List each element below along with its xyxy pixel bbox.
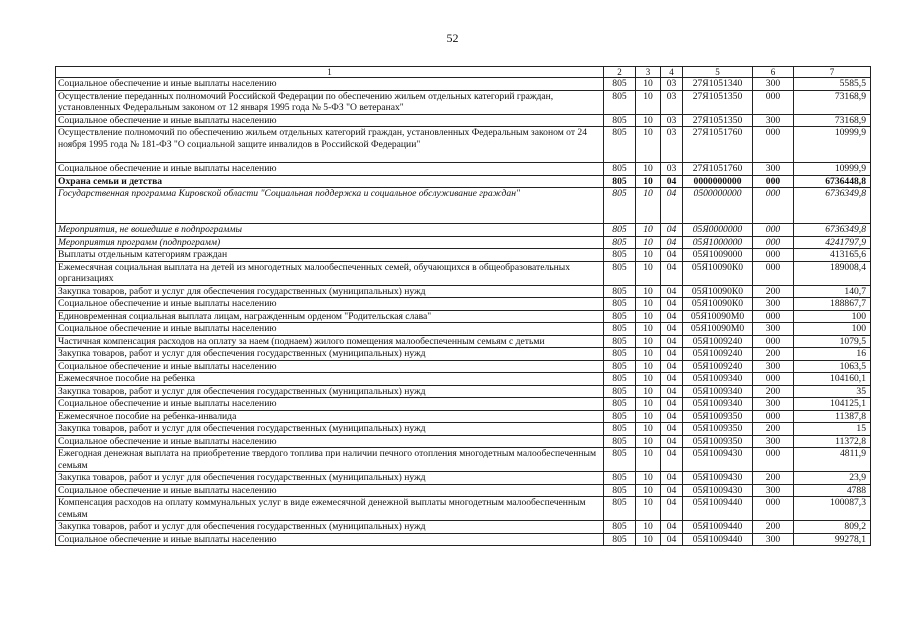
row-subsection: 03 [661,78,683,91]
row-expense-type: 300 [753,360,794,373]
row-section: 10 [636,423,661,436]
row-expense-type: 200 [753,348,794,361]
row-code-admin: 805 [604,335,636,348]
row-code-admin: 805 [604,348,636,361]
row-code-admin: 805 [604,497,636,521]
row-code-admin: 805 [604,236,636,249]
row-expense-type: 000 [753,175,794,188]
row-name: Мероприятия программ (подпрограмм) [56,236,604,249]
row-expense-type: 000 [753,249,794,262]
table-row [56,249,871,262]
row-amount: 1079,5 [794,335,871,348]
table-row [56,188,871,224]
row-amount: 10999,9 [794,127,871,163]
row-name: Закупка товаров, работ и услуг для обеспечения государственных (муниципальных) нужд [56,472,604,485]
row-amount: 99278,1 [794,533,871,546]
row-code-admin: 805 [604,423,636,436]
table-row [56,472,871,485]
row-target-article: 27Я1051350 [683,90,753,114]
row-section: 10 [636,335,661,348]
row-section: 10 [636,373,661,386]
row-name: Закупка товаров, работ и услуг для обеспечения государственных (муниципальных) нужд [56,521,604,534]
row-subsection: 04 [661,398,683,411]
row-expense-type: 200 [753,385,794,398]
row-code-admin: 805 [604,249,636,262]
row-code-admin: 805 [604,385,636,398]
row-subsection: 04 [661,348,683,361]
table-body [56,67,871,546]
row-target-article: 05Я1009430 [683,484,753,497]
row-expense-type: 300 [753,323,794,336]
table-row [56,533,871,546]
row-target-article: 05Я1009240 [683,348,753,361]
table-row [56,310,871,323]
row-name: Социальное обеспечение и иные выплаты населению [56,484,604,497]
row-expense-type: 300 [753,398,794,411]
row-amount: 73168,9 [794,114,871,127]
row-expense-type: 000 [753,410,794,423]
row-amount: 10999,9 [794,163,871,176]
row-section: 10 [636,249,661,262]
row-target-article: 27Я1051350 [683,114,753,127]
row-section: 10 [636,398,661,411]
row-name: Закупка товаров, работ и услуг для обеспечения государственных (муниципальных) нужд [56,423,604,436]
row-subsection: 04 [661,497,683,521]
table-row [56,360,871,373]
row-section: 10 [636,484,661,497]
row-expense-type: 300 [753,78,794,91]
row-name: Социальное обеспечение и иные выплаты населению [56,163,604,176]
row-amount: 6736349,8 [794,188,871,224]
row-target-article: 05Я1000000 [683,236,753,249]
row-section: 10 [636,285,661,298]
table-row [56,398,871,411]
row-name: Социальное обеспечение и иные выплаты населению [56,533,604,546]
row-subsection: 04 [661,298,683,311]
row-name: Ежегодная денежная выплата на приобретение твердого топлива при наличии печного отопления многодетным малообеспеченным семьям [56,448,604,472]
row-section: 10 [636,90,661,114]
row-subsection: 04 [661,472,683,485]
row-code-admin: 805 [604,398,636,411]
row-section: 10 [636,521,661,534]
row-section: 10 [636,448,661,472]
row-expense-type: 200 [753,285,794,298]
row-name: Компенсация расходов на оплату коммунальных услуг в виде ежемесячной денежной выплаты многодетным малообеспеченным семьям [56,497,604,521]
row-subsection: 04 [661,410,683,423]
row-name: Охрана семьи и детства [56,175,604,188]
budget-table [55,66,871,546]
row-expense-type: 300 [753,484,794,497]
row-section: 10 [636,497,661,521]
row-amount: 4811,9 [794,448,871,472]
row-section: 10 [636,236,661,249]
row-amount: 189008,4 [794,261,871,285]
table-row [56,335,871,348]
table-row [56,127,871,163]
row-expense-type: 000 [753,448,794,472]
row-amount: 188867,7 [794,298,871,311]
row-code-admin: 805 [604,175,636,188]
row-target-article: 05Я1009440 [683,533,753,546]
row-name: Осуществление переданных полномочий Российской Федерации по обеспечению жильем отдельных категорий граждан, установленных Федеральным законом от 12 января 1995 года № 5-ФЗ "О ветеранах" [56,90,604,114]
table-row [56,163,871,176]
row-code-admin: 805 [604,114,636,127]
row-subsection: 04 [661,533,683,546]
row-code-admin: 805 [604,373,636,386]
row-code-admin: 805 [604,163,636,176]
table-row [56,298,871,311]
row-amount: 140,7 [794,285,871,298]
row-subsection: 04 [661,360,683,373]
row-name: Социальное обеспечение и иные выплаты населению [56,78,604,91]
row-subsection: 04 [661,224,683,237]
row-section: 10 [636,410,661,423]
row-target-article: 05Я1009350 [683,423,753,436]
row-subsection: 04 [661,236,683,249]
row-amount: 1063,5 [794,360,871,373]
table-row [56,78,871,91]
header-col-3: 3 [636,67,661,78]
row-amount: 11387,8 [794,410,871,423]
row-code-admin: 805 [604,78,636,91]
row-target-article: 05Я1009340 [683,373,753,386]
header-col-2: 2 [604,67,636,78]
row-name: Ежемесячное пособие на ребенка [56,373,604,386]
table-row [56,175,871,188]
row-expense-type: 000 [753,90,794,114]
row-target-article: 0000000000 [683,175,753,188]
row-name: Социальное обеспечение и иные выплаты населению [56,398,604,411]
row-amount: 15 [794,423,871,436]
table-row [56,224,871,237]
row-subsection: 04 [661,435,683,448]
row-section: 10 [636,175,661,188]
row-target-article: 05Я10090К0 [683,261,753,285]
row-target-article: 05Я10090М0 [683,323,753,336]
header-col-5: 5 [683,67,753,78]
row-section: 10 [636,323,661,336]
header-col-1: 1 [56,67,604,78]
row-expense-type: 000 [753,127,794,163]
row-amount: 4788 [794,484,871,497]
row-subsection: 04 [661,310,683,323]
row-code-admin: 805 [604,298,636,311]
row-expense-type: 000 [753,497,794,521]
row-target-article: 27Я1051760 [683,127,753,163]
row-code-admin: 805 [604,127,636,163]
row-expense-type: 300 [753,163,794,176]
row-code-admin: 805 [604,472,636,485]
row-section: 10 [636,360,661,373]
row-section: 10 [636,310,661,323]
row-section: 10 [636,127,661,163]
page-number: 52 [446,31,459,45]
row-amount: 16 [794,348,871,361]
row-name: Социальное обеспечение и иные выплаты населению [56,114,604,127]
row-amount: 11372,8 [794,435,871,448]
row-section: 10 [636,188,661,224]
row-target-article: 27Я1051760 [683,163,753,176]
row-amount: 23,9 [794,472,871,485]
row-name: Социальное обеспечение и иные выплаты населению [56,298,604,311]
row-code-admin: 805 [604,310,636,323]
row-target-article: 05Я1009340 [683,385,753,398]
row-name: Осуществление полномочий по обеспечению жильем отдельных категорий граждан, установленных Федеральным законом от 24 ноября 1995 года № 181-ФЗ "О социальной защите инвалидов в Российской Федерации" [56,127,604,163]
row-subsection: 04 [661,249,683,262]
table-row [56,373,871,386]
table-row [56,521,871,534]
row-target-article: 05Я1009240 [683,335,753,348]
table-row [56,448,871,472]
row-subsection: 03 [661,163,683,176]
row-expense-type: 000 [753,188,794,224]
row-name: Выплаты отдельным категориям граждан [56,249,604,262]
row-code-admin: 805 [604,323,636,336]
row-section: 10 [636,385,661,398]
row-subsection: 04 [661,385,683,398]
row-code-admin: 805 [604,90,636,114]
row-subsection: 04 [661,484,683,497]
row-section: 10 [636,533,661,546]
row-subsection: 04 [661,285,683,298]
table-row [56,236,871,249]
table-row [56,323,871,336]
row-subsection: 04 [661,448,683,472]
row-subsection: 03 [661,114,683,127]
row-target-article: 05Я1009340 [683,398,753,411]
table-row [56,385,871,398]
row-subsection: 04 [661,335,683,348]
row-name: Единовременная социальная выплата лицам, награжденным орденом "Родительская слава" [56,310,604,323]
row-expense-type: 000 [753,224,794,237]
table-row [56,261,871,285]
row-amount: 5585,5 [794,78,871,91]
row-expense-type: 300 [753,298,794,311]
table-row [56,497,871,521]
table-row [56,348,871,361]
row-target-article: 27Я1051340 [683,78,753,91]
row-name: Мероприятия, не вошедшие в подпрограммы [56,224,604,237]
row-target-article: 05Я1009430 [683,448,753,472]
header-col-6: 6 [753,67,794,78]
row-amount: 100 [794,310,871,323]
row-section: 10 [636,298,661,311]
row-expense-type: 000 [753,310,794,323]
row-code-admin: 805 [604,435,636,448]
row-amount: 104125,1 [794,398,871,411]
row-code-admin: 805 [604,261,636,285]
row-section: 10 [636,78,661,91]
row-expense-type: 000 [753,335,794,348]
table-row [56,90,871,114]
row-target-article: 05Я1009350 [683,410,753,423]
row-code-admin: 805 [604,285,636,298]
row-subsection: 04 [661,175,683,188]
row-expense-type: 000 [753,261,794,285]
row-subsection: 03 [661,127,683,163]
row-name: Ежемесячная социальная выплата на детей из многодетных малообеспеченных семей, обучающихся в общеобразовательных организациях [56,261,604,285]
row-amount: 6736349,8 [794,224,871,237]
row-name: Частичная компенсация расходов на оплату за наем (поднаем) жилого помещения малообеспеченным семьям с детьми [56,335,604,348]
row-expense-type: 300 [753,533,794,546]
row-section: 10 [636,114,661,127]
row-target-article: 05Я0000000 [683,224,753,237]
table-row [56,285,871,298]
row-section: 10 [636,472,661,485]
row-amount: 6736448,8 [794,175,871,188]
row-expense-type: 300 [753,114,794,127]
table-row [56,114,871,127]
row-code-admin: 805 [604,188,636,224]
table-row [56,423,871,436]
row-code-admin: 805 [604,360,636,373]
row-amount: 4241797,9 [794,236,871,249]
row-target-article: 05Я1009000 [683,249,753,262]
row-name: Социальное обеспечение и иные выплаты населению [56,323,604,336]
row-target-article: 0500000000 [683,188,753,224]
row-expense-type: 000 [753,236,794,249]
row-expense-type: 200 [753,472,794,485]
row-name: Социальное обеспечение и иные выплаты населению [56,435,604,448]
row-amount: 73168,9 [794,90,871,114]
row-section: 10 [636,261,661,285]
row-target-article: 05Я10090М0 [683,310,753,323]
row-expense-type: 000 [753,373,794,386]
row-name: Государственная программа Кировской области "Социальная поддержка и социальное обслуживание граждан" [56,188,604,224]
row-expense-type: 200 [753,521,794,534]
row-code-admin: 805 [604,410,636,423]
row-expense-type: 300 [753,435,794,448]
row-code-admin: 805 [604,484,636,497]
row-name: Закупка товаров, работ и услуг для обеспечения государственных (муниципальных) нужд [56,385,604,398]
row-amount: 100087,3 [794,497,871,521]
row-section: 10 [636,348,661,361]
row-name: Закупка товаров, работ и услуг для обеспечения государственных (муниципальных) нужд [56,285,604,298]
row-code-admin: 805 [604,224,636,237]
row-target-article: 05Я10090К0 [683,285,753,298]
table-row [56,410,871,423]
row-name: Социальное обеспечение и иные выплаты населению [56,360,604,373]
row-subsection: 04 [661,323,683,336]
row-subsection: 04 [661,188,683,224]
row-target-article: 05Я1009350 [683,435,753,448]
row-expense-type: 200 [753,423,794,436]
row-amount: 809,2 [794,521,871,534]
row-section: 10 [636,224,661,237]
row-subsection: 04 [661,521,683,534]
row-subsection: 04 [661,261,683,285]
row-section: 10 [636,435,661,448]
row-subsection: 04 [661,423,683,436]
row-name: Ежемесячное пособие на ребенка-инвалида [56,410,604,423]
row-target-article: 05Я1009240 [683,360,753,373]
row-amount: 35 [794,385,871,398]
table-header-row [56,67,871,78]
row-subsection: 03 [661,90,683,114]
row-target-article: 05Я10090К0 [683,298,753,311]
header-col-4: 4 [661,67,683,78]
header-col-7: 7 [794,67,871,78]
table-row [56,484,871,497]
row-target-article: 05Я1009440 [683,497,753,521]
table-row [56,435,871,448]
row-target-article: 05Я1009430 [683,472,753,485]
row-target-article: 05Я1009440 [683,521,753,534]
row-name: Закупка товаров, работ и услуг для обеспечения государственных (муниципальных) нужд [56,348,604,361]
row-code-admin: 805 [604,521,636,534]
row-amount: 104160,1 [794,373,871,386]
row-amount: 413165,6 [794,249,871,262]
row-section: 10 [636,163,661,176]
row-code-admin: 805 [604,533,636,546]
row-amount: 100 [794,323,871,336]
row-subsection: 04 [661,373,683,386]
row-code-admin: 805 [604,448,636,472]
